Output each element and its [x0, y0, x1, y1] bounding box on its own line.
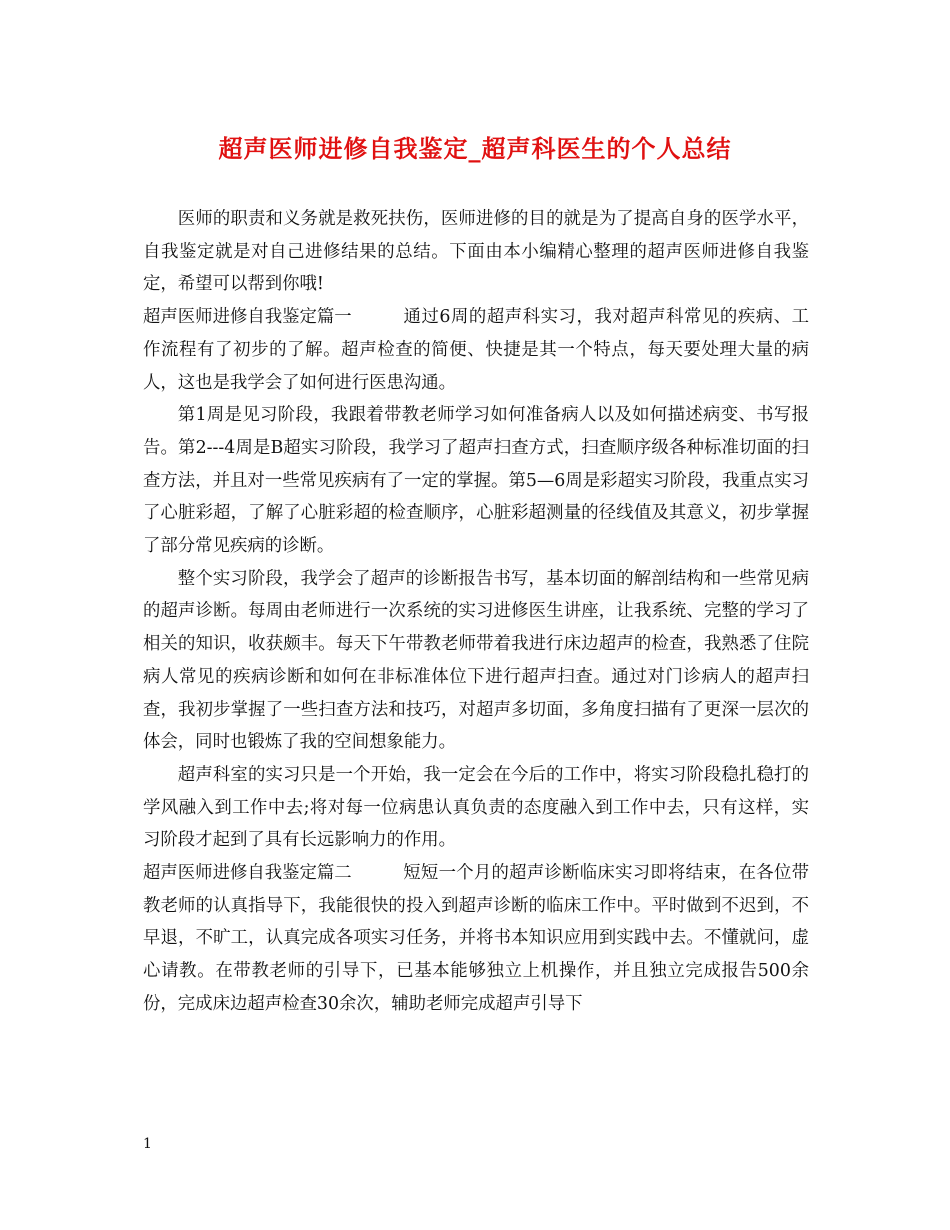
document-body	[143, 203, 809, 1021]
page-number: 1	[143, 1136, 152, 1152]
document-title: 超声医师进修自我鉴定_超声科医生的个人总结	[218, 135, 732, 163]
section-2-opening-text: 短短一个月的超声诊断临床实习即将结束，在各位带教老师的认真指导下，我能很快的投入到超声诊断的临床工作中。平时做到不迟到，不早退，不旷工，认真完成各项实习任务，并将书本知识应用到实践中去。不懂就问，虚心请教。在带教老师的引导下，已基本能够独立上机操作，并且独立完成报告500余份，完成床边超声检查30余次，辅助老师完成超声引导下	[143, 863, 809, 1014]
section-1-paragraph	[143, 301, 809, 399]
section-1-paragraph-2: 整个实习阶段，我学会了超声的诊断报告书写，基本切面的解剖结构和一些常见病的超声诊断。每周由老师进行一次系统的实习进修医生讲座，让我系统、完整的学习了相关的知识，收获颇丰。每天下午带教老师带着我进行床边超声的检查，我熟悉了住院病人常见的疾病诊断和如何在非标准体位下进行超声扫查。通过对门诊病人的超声扫查，我初步掌握了一些扫查方法和技巧，对超声多切面，多角度扫描有了更深一层次的体会，同时也锻炼了我的空间想象能力。	[143, 568, 809, 753]
section-2-paragraph	[143, 857, 809, 1021]
intro-paragraph: 医师的职责和义务就是救死扶伤，医师进修的目的就是为了提高自身的医学水平，自我鉴定就是对自己进修结果的总结。下面由本小编精心整理的超声医师进修自我鉴定，希望可以帮到你哦!	[143, 209, 809, 295]
section-1-heading: 超声医师进修自我鉴定篇一	[143, 307, 352, 328]
section-1-paragraph-1: 第1周是见习阶段，我跟着带教老师学习如何准备病人以及如何描述病变、书写报告。第2---4周是B超实习阶段，我学习了超声扫查方式，扫查顺序级各种标准切面的扫查方法，并且对一些常见疾病有了一定的掌握。第5—6周是彩超实习阶段，我重点实习了心脏彩超，了解了心脏彩超的检查顺序，心脏彩超测量的径线值及其意义，初步掌握了部分常见疾病的诊断。	[143, 405, 809, 557]
section-1-paragraph-3: 超声科室的实习只是一个开始，我一定会在今后的工作中，将实习阶段稳扎稳打的学风融入到工作中去;将对每一位病患认真负责的态度融入到工作中去，只有这样，实习阶段才起到了具有长远影响力的作用。	[143, 764, 809, 851]
section-2-heading: 超声医师进修自我鉴定篇二	[143, 863, 352, 884]
section-1-opening-text: 通过6周的超声科实习，我对超声科常见的疾病、工作流程有了初步的了解。超声检查的简便、快捷是其一个特点，每天要处理大量的病人，这也是我学会了如何进行医患沟通。	[143, 307, 809, 393]
